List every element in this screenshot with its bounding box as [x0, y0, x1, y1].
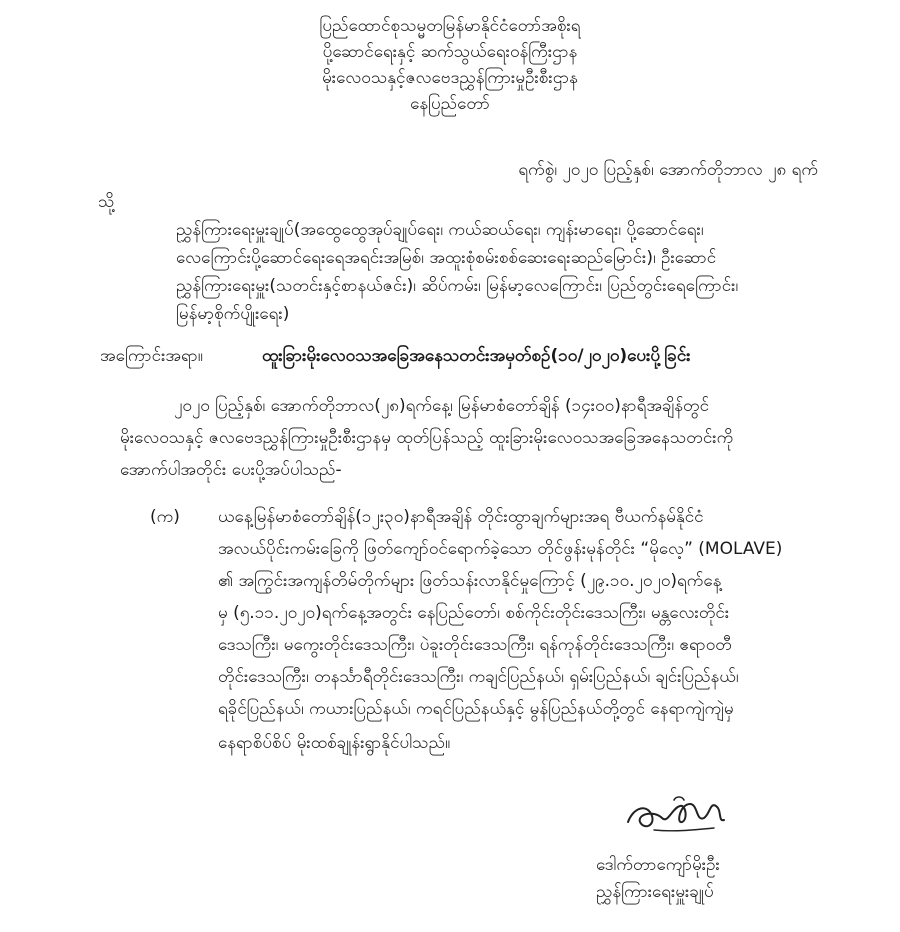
recipient-line: လေကြောင်းပို့ဆောင်ရေးရေအရင်းအမြစ်၊ အထူးစုံစမ်းစစ်ဆေးရေးဆည်မြောင်း)၊ ဦးဆောင် — [176, 248, 717, 268]
item-line: ၏ အကြွင်းအကျန်တိမ်တိုက်များ ဖြတ်သန်းလာနိုင်မှုကြောင့် (၂၉.၁၀.၂၀၂၀)ရက်နေ့ — [218, 571, 722, 591]
subject-label: အကြောင်းအရာ။ — [100, 346, 203, 366]
item-line: ယနေ့မြန်မာစံတော်ချိန်(၁၂း၃၀)နာရီအချိန် တိုင်းထွာချက်များအရ ဗီယက်နမ်နိုင်ငံ — [218, 507, 704, 527]
recipient-line: ညွှန်ကြားရေးမှူး(သတင်းနှင့်စာနယ်ဇင်း)၊ ဆိပ်ကမ်း၊ မြန်မာ့လေကြောင်း၊ ပြည်တွင်းရေကြောင်း၊ — [176, 276, 739, 296]
item-line: နေရာစိပ်စိပ် မိုးထစ်ချုန်းရွာနိုင်ပါသည်။ — [218, 733, 451, 753]
body-paragraph-line: မိုးလေဝသနှင့် ဇလဗေဒညွှန်ကြားမှုဦးစီးဌာနမှ ထုတ်ပြန်သည့် ထူးခြားမိုးလေဝသအခြေအနေသတင်းကို — [120, 428, 734, 448]
header-ministry: ပို့ဆောင်ရေးနှင့် ဆက်သွယ်ရေးဝန်ကြီးဌာန — [322, 42, 578, 62]
item-line: မှ (၅.၁၁.၂၀၂၀)ရက်နေ့အတွင်း နေပြည်တော်၊ စစ်ကိုင်းတိုင်းဒေသကြီး၊ မန္တလေးတိုင်း — [218, 603, 730, 623]
item-line: အလယ်ပိုင်းကမ်းခြေကို ဖြတ်ကျော်ဝင်ရောက်ခဲ့သော တိုင်ဖွန်းမုန်တိုင်း “မိုလေ့” (MOLAVE) — [218, 539, 783, 559]
recipient-line: ညွှန်ကြားရေးမှူးချုပ်(အထွေထွေအုပ်ချုပ်ရေး၊ ကယ်ဆယ်ရေး၊ ကျန်းမာရေး၊ ပို့ဆောင်ရေး၊ — [176, 220, 704, 240]
handwritten-signature — [624, 792, 728, 836]
recipient-line: မြန်မာ့စိုက်ပျိုးရေး) — [176, 304, 290, 324]
to-label: သို့ — [98, 192, 115, 212]
body-paragraph-line: ၂၀၂၀ ပြည့်နှစ်၊ အောက်တိုဘာလ(၂၈)ရက်နေ့၊ မြန်မာစံတော်ချိန် (၁၄း၀၀)နာရီအချိန်တွင် — [174, 396, 710, 416]
signatory-title: ညွှန်ကြားရေးမှူးချုပ် — [596, 882, 714, 902]
subject-text: ထူးခြားမိုးလေဝသအခြေအနေသတင်းအမှတ်စဉ်(၁၀/၂၀၂၀)ပေးပို့ခြင်း — [262, 346, 691, 366]
signatory-name: ဒေါက်တာကျော်မိုးဦး — [596, 855, 720, 875]
body-paragraph-line: အောက်ပါအတိုင်း ပေးပို့အပ်ပါသည်- — [120, 460, 342, 480]
item-line: တိုင်းဒေသကြီး၊ တနင်္သာရီတိုင်းဒေသကြီး၊ ကချင်ပြည်နယ်၊ ရှမ်းပြည်နယ်၊ ချင်းပြည်နယ်၊ — [218, 667, 739, 687]
header-city: နေပြည်တော် — [410, 94, 490, 114]
letter-date: ရက်စွဲ၊ ၂၀၂၀ ပြည့်နှစ်၊ အောက်တိုဘာလ ၂၈ ရက် — [518, 160, 818, 180]
item-line: ဒေသကြီး၊ မကွေးတိုင်းဒေသကြီး၊ ပဲခူးတိုင်းဒေသကြီး၊ ရန်ကုန်တိုင်းဒေသကြီး၊ ဧရာဝတီ — [218, 635, 732, 655]
item-label: (က) — [150, 507, 180, 527]
header-department: မိုးလေဝသနှင့်ဇလဗေဒညွှန်ကြားမှုဦးစီးဌာန — [322, 68, 578, 88]
item-line: ရခိုင်ပြည်နယ်၊ ကယားပြည်နယ်၊ ကရင်ပြည်နယ်နှင့် မွန်ပြည်နယ်တို့တွင် နေရာကျဲကျဲမှ — [218, 699, 734, 719]
header-government: ပြည်ထောင်စုသမ္မတမြန်မာနိုင်ငံတော်အစိုးရ — [319, 16, 581, 36]
